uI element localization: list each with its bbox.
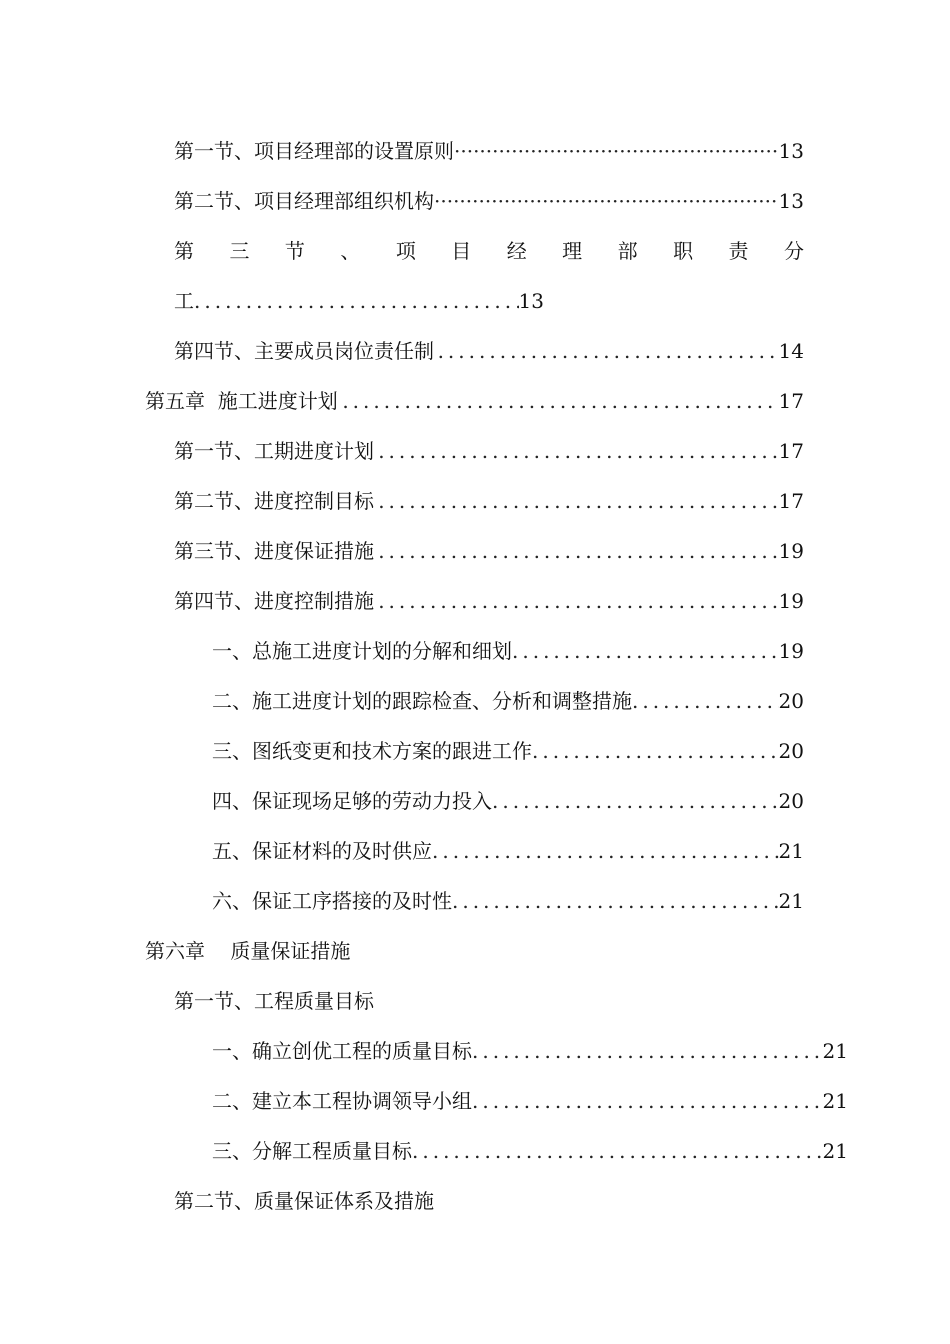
toc-page-number: 19 (778, 639, 804, 663)
toc-entry[interactable] (174, 536, 804, 566)
toc-page-number: 19 (778, 539, 804, 563)
toc-char: 分 (783, 239, 804, 263)
toc-entry[interactable] (174, 436, 804, 466)
toc-chapter-entry[interactable] (145, 386, 804, 416)
toc-entry-label: 六、保证工序搭接的及时性 (212, 889, 452, 913)
toc-entry-label: 第四节、进度控制措施 (174, 589, 374, 613)
toc-leader-dots (378, 536, 778, 566)
toc-entry-label: 一、确立创优工程的质量目标 (212, 1039, 472, 1063)
toc-page-number: 13 (778, 139, 804, 163)
toc-page-number: 21 (822, 1039, 848, 1063)
toc-entry[interactable] (174, 336, 804, 366)
toc-entry-continuation[interactable] (174, 286, 544, 316)
toc-entry-label: 第二节、质量保证体系及措施 (174, 1189, 434, 1213)
toc-char: 责 (728, 239, 749, 263)
toc-subentry[interactable] (212, 636, 804, 666)
toc-page-number: 20 (778, 689, 804, 713)
toc-entry-label: 第二节、项目经理部组织机构 (174, 189, 434, 213)
toc-leader-dots (342, 386, 778, 416)
toc-entry[interactable] (174, 1186, 574, 1216)
toc-leader-dots (194, 286, 519, 316)
toc-page-number: 21 (778, 889, 804, 913)
toc-leader-dots (454, 136, 779, 166)
toc-chapter-entry[interactable] (145, 936, 545, 966)
toc-entry-label: 第一节、项目经理部的设置原则 (174, 139, 454, 163)
toc-entry-label: 第四节、主要成员岗位责任制 (174, 339, 434, 363)
toc-entry-label: 三、图纸变更和技术方案的跟进工作 (212, 739, 532, 763)
toc-entry[interactable] (174, 986, 574, 1016)
toc-page-number: 20 (778, 739, 804, 763)
toc-entry[interactable] (174, 586, 804, 616)
toc-entry[interactable] (174, 186, 804, 216)
toc-leader-dots (434, 186, 779, 216)
toc-entry-justified[interactable] (174, 236, 804, 266)
toc-page-number: 20 (778, 789, 804, 813)
toc-leader-dots (378, 586, 778, 616)
toc-page-number: 21 (822, 1139, 848, 1163)
toc-entry-label: 二、建立本工程协调领导小组 (212, 1089, 472, 1113)
toc-entry[interactable] (174, 486, 804, 516)
toc-subentry[interactable] (212, 1086, 848, 1116)
toc-leader-dots (412, 1136, 823, 1166)
toc-entry-label: 一、总施工进度计划的分解和细划 (212, 639, 512, 663)
toc-page-number: 17 (778, 489, 804, 513)
toc-entry-label: 第六章 质量保证措施 (145, 939, 351, 963)
toc-char: 节 (284, 239, 305, 263)
toc-char: 三 (229, 239, 250, 263)
toc-entry-label: 五、保证材料的及时供应 (212, 839, 432, 863)
toc-page-number: 17 (778, 439, 804, 463)
toc-page-number: 21 (822, 1089, 848, 1113)
toc-char: 理 (562, 239, 583, 263)
toc-leader-dots (378, 486, 778, 516)
toc-page-number: 17 (778, 389, 804, 413)
toc-entry-label: 第一节、工程质量目标 (174, 989, 374, 1013)
toc-page-number: 14 (778, 339, 804, 363)
toc-page-number: 21 (778, 839, 804, 863)
toc-leader-dots (632, 686, 779, 716)
toc-leader-dots (378, 436, 778, 466)
toc-char: 第 (174, 239, 194, 263)
toc-entry-label: 三、分解工程质量目标 (212, 1139, 412, 1163)
toc-entry-label: 第一节、工期进度计划 (174, 439, 374, 463)
toc-leader-dots (432, 836, 779, 866)
toc-char: 经 (506, 239, 527, 263)
toc-leader-dots (452, 886, 779, 916)
toc-entry-label: 二、施工进度计划的跟踪检查、分析和调整措施 (212, 689, 632, 713)
toc-leader-dots (512, 636, 779, 666)
toc-entry-label: 第五章 施工进度计划 (145, 389, 338, 413)
toc-entry[interactable] (174, 136, 804, 166)
toc-leader-dots (492, 786, 779, 816)
toc-entry-label: 第三节、进度保证措施 (174, 539, 374, 563)
toc-char: 项 (395, 239, 416, 263)
toc-subentry[interactable] (212, 1136, 848, 1166)
toc-page-number: 19 (778, 589, 804, 613)
toc-subentry[interactable] (212, 736, 804, 766)
toc-subentry[interactable] (212, 836, 804, 866)
toc-char: 目 (451, 239, 472, 263)
toc-page-number: 13 (518, 289, 544, 313)
toc-subentry[interactable] (212, 686, 804, 716)
toc-leader-dots (438, 336, 779, 366)
toc-subentry[interactable] (212, 886, 804, 916)
toc-char: 部 (617, 239, 638, 263)
toc-entry-label: 工 (174, 289, 194, 313)
toc-subentry[interactable] (212, 786, 804, 816)
toc-leader-dots (532, 736, 779, 766)
toc-entry-label: 四、保证现场足够的劳动力投入 (212, 789, 492, 813)
toc-page-number: 13 (778, 189, 804, 213)
toc-char: 、 (340, 239, 361, 263)
toc-entry-label: 第二节、进度控制目标 (174, 489, 374, 513)
toc-leader-dots (472, 1086, 823, 1116)
toc-subentry[interactable] (212, 1036, 848, 1066)
toc-char: 职 (673, 239, 694, 263)
toc-leader-dots (472, 1036, 823, 1066)
